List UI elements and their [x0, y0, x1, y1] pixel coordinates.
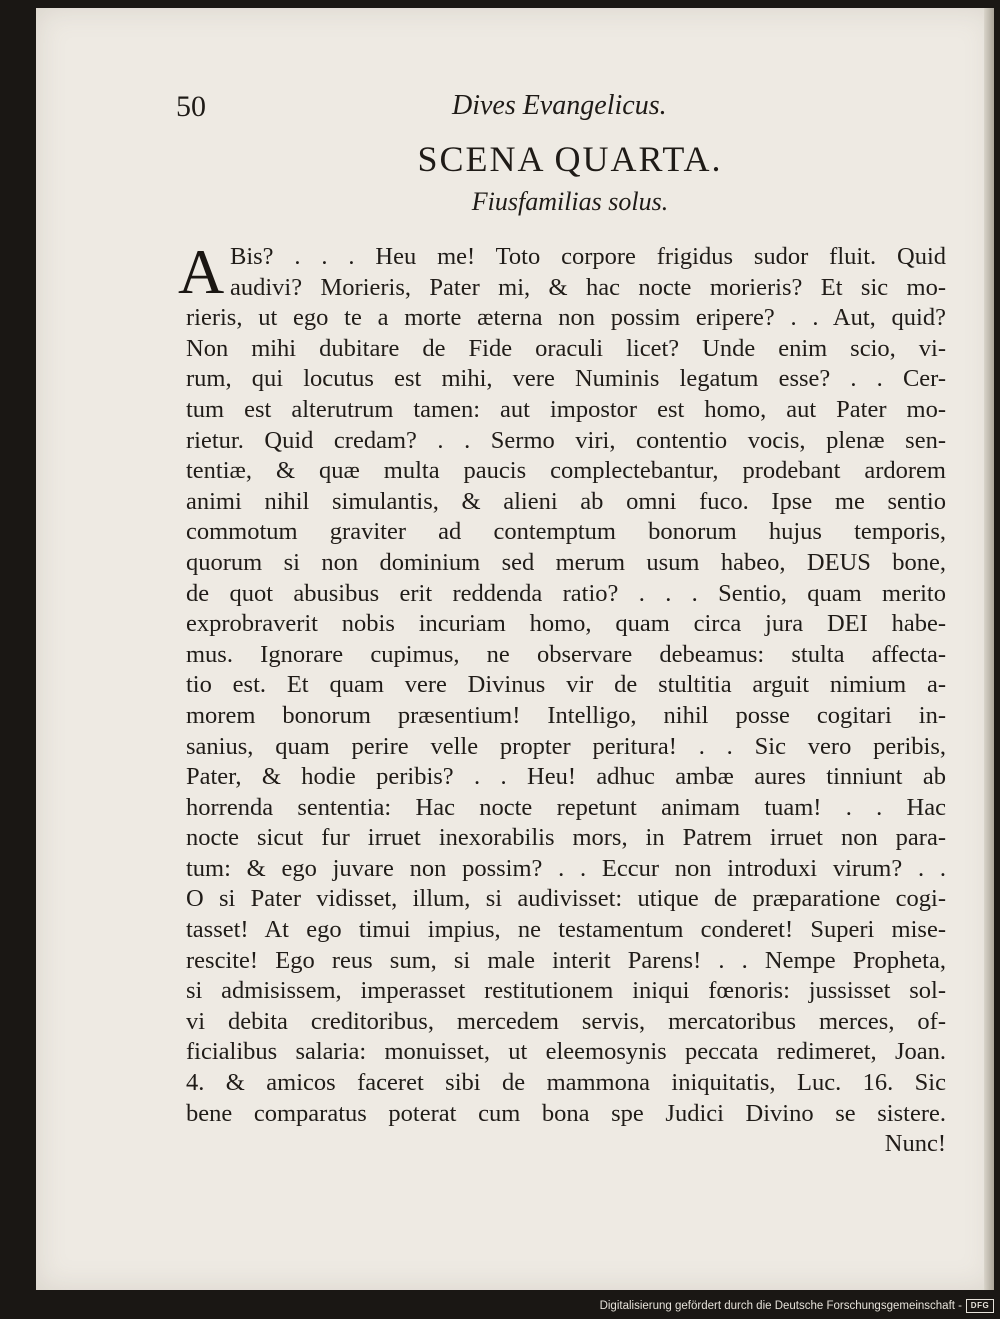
text-line: vi debita creditoribus, mercedem servis, mercatoribus merces, of- [186, 1007, 946, 1035]
text-line: de quot abusibus erit reddenda ratio? . . . Sentio, quam merito [186, 579, 946, 607]
book-page [36, 8, 994, 1290]
dfg-logo-icon: DFG [966, 1299, 994, 1313]
text-line: Pater, & hodie peribis? . . Heu! adhuc ambæ aures tinniunt ab [186, 763, 946, 791]
page-header [176, 84, 826, 124]
text-line: mus. Ignorare cupimus, ne observare debeamus: stulta affecta- [186, 640, 946, 668]
text-line: rieris, ut ego te a morte æterna non possim eripere? . . Aut, quid? [186, 304, 946, 332]
text-line: morem bonorum præsentium! Intelligo, nihil posse cogitari in- [186, 701, 946, 729]
text-line: ficialibus salaria: monuisset, ut eleemosynis peccata redimeret, Joan. [186, 1038, 946, 1066]
text-line: audivi? Morieris, Pater mi, & hac nocte morieris? Et sic mo- [230, 273, 946, 301]
running-title: Dives Evangelicus. [452, 90, 667, 121]
text-line: commotum graviter ad contemptum bonorum hujus temporis, [186, 518, 946, 546]
text-line: horrenda sententia: Hac nocte repetunt animam tuam! . . Hac [186, 793, 946, 821]
text-line: bene comparatus poterat cum bona spe Judici Divino se sistere. [186, 1099, 946, 1127]
digitization-credit [600, 1296, 994, 1316]
text-line: tio est. Et quam vere Divinus vir de stultitia arguit nimium a- [186, 671, 946, 699]
page-number: 50 [176, 90, 206, 123]
text-line: rum, qui locutus est mihi, vere Numinis legatum esse? . . Cer- [186, 365, 946, 393]
text-line: sanius, quam perire velle propter peritura! . . Sic vero peribis, [186, 732, 946, 760]
text-line: O si Pater vidisset, illum, si audivisset: utique de præparatione cogi- [186, 885, 946, 913]
catchword: Nunc! [884, 1130, 946, 1158]
text-line: tum: & ego juvare non possim? . . Eccur non introduxi virum? . . [186, 854, 946, 882]
text-line: exprobraverit nobis incuriam homo, quam circa jura DEI habe- [186, 610, 946, 638]
text-line: tum est alterutrum tamen: aut impostor est homo, aut Pater mo- [186, 395, 946, 423]
text-line: nocte sicut fur irruet inexorabilis mors, in Patrem irruet non para- [186, 824, 946, 852]
text-line: Bis? . . . Heu me! Toto corpore frigidus sudor fluit. Quid [230, 243, 946, 270]
text-line: rietur. Quid credam? . . Sermo viri, contentio vocis, plenæ sen- [186, 426, 946, 454]
drop-cap: A [178, 236, 225, 307]
text-line: tasset! At ego timui impius, ne testamentum conderet! Superi mise- [186, 916, 946, 944]
text-line: rescite! Ego reus sum, si male interit Parens! . . Nempe Propheta, [186, 946, 946, 974]
text-line: Non mihi dubitare de Fide oraculi licet? Unde enim scio, vi- [186, 334, 946, 362]
credit-text: Digitalisierung gefördert durch die Deutsche Forschungsgemeinschaft - [599, 1300, 962, 1312]
text-line: animi nihil simulantis, & alieni ab omni fuco. Ipse me sentio [186, 487, 946, 515]
scene-title: SCENA QUARTA. [417, 139, 723, 179]
body-text [178, 236, 946, 1160]
scene-subtitle: Fiusfamilias solus. [471, 187, 669, 216]
text-line: si admisissem, imperasset restitutionem iniqui fœnoris: jussisset sol- [186, 977, 946, 1005]
text-line: quorum si non dominium sed merum usum habeo, DEUS bone, [186, 548, 946, 576]
text-line: 4. & amicos faceret sibi de mammona iniquitatis, Luc. 16. Sic [186, 1069, 946, 1097]
text-line: tentiæ, & quæ multa paucis complectebantur, prodebant ardorem [186, 457, 946, 485]
